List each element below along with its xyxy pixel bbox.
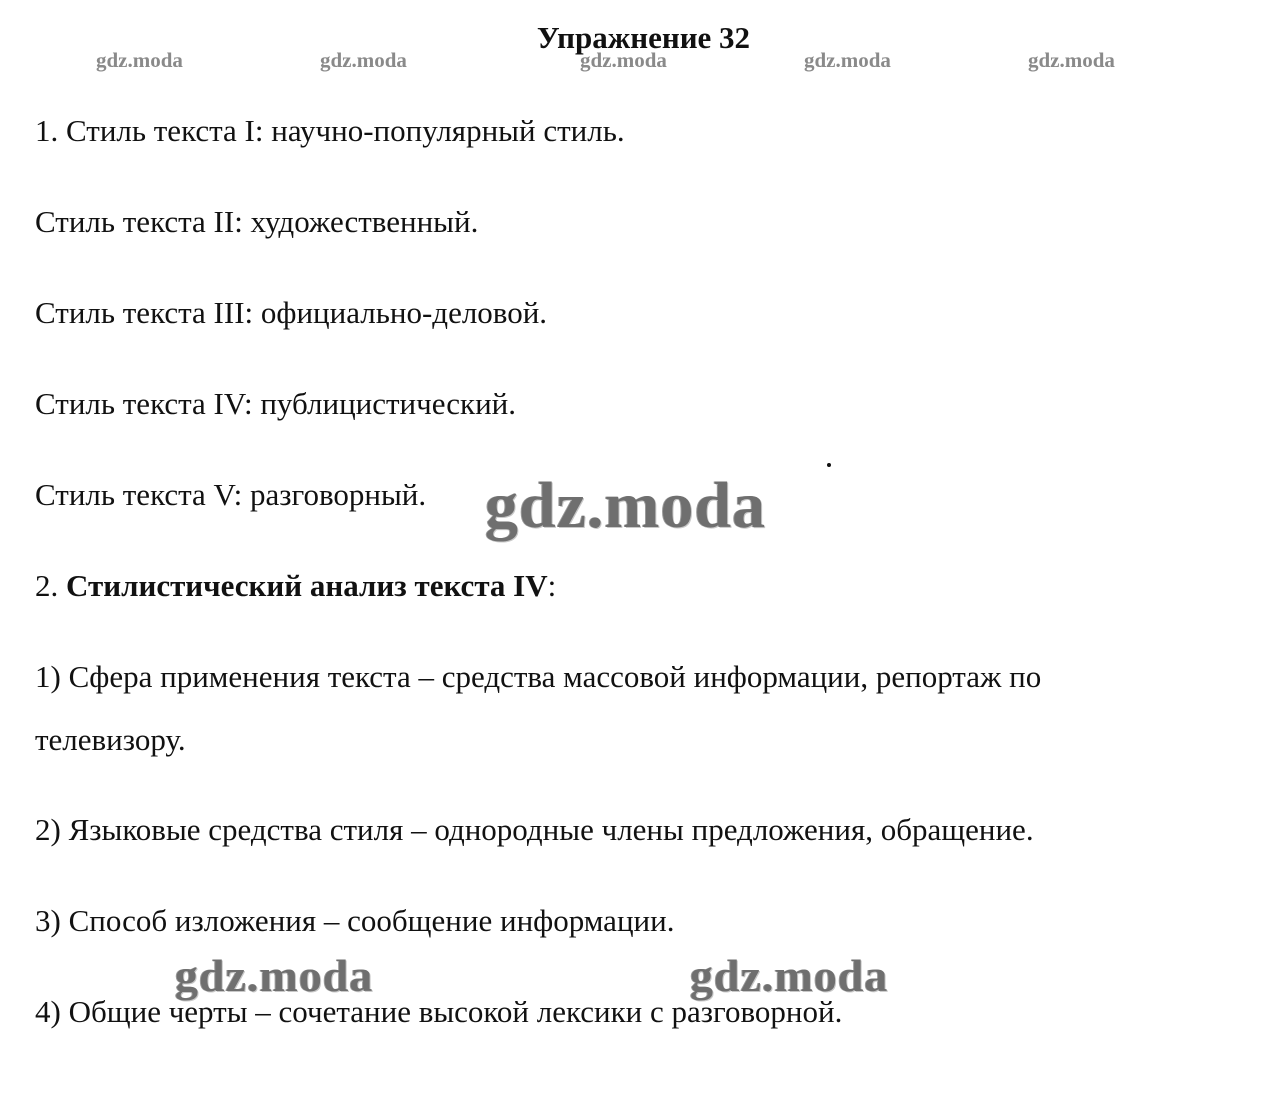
answer-style-5: Стиль текста V: разговорный.	[35, 477, 427, 512]
exercise-title: Упражнение 32	[536, 20, 751, 55]
watermark-header-2: gdz.moda	[320, 48, 407, 72]
watermark-header-4: gdz.moda	[804, 48, 891, 72]
ink-dot	[827, 463, 831, 467]
answer-style-3: Стиль текста III: официально-деловой.	[35, 295, 548, 330]
watermark-bottom-left: gdz.moda	[175, 950, 374, 1001]
analysis-item-3: 3) Способ изложения – сообщение информации.	[35, 903, 675, 938]
answer-style-4: Стиль текста IV: публицистический.	[35, 386, 517, 421]
watermark-center: gdz.moda	[485, 469, 767, 542]
answer-style-2: Стиль текста II: художественный.	[35, 204, 479, 239]
watermark-bottom-right: gdz.moda	[690, 950, 889, 1001]
section-2-number: 2.	[35, 568, 66, 603]
analysis-item-4: 4) Общие черты – сочетание высокой лексики с разговорной.	[35, 994, 843, 1029]
section-2-heading-line	[35, 566, 556, 606]
watermark-header-1: gdz.moda	[96, 48, 183, 72]
analysis-item-1-line-2: телевизору.	[35, 722, 186, 757]
watermark-header-5: gdz.moda	[1028, 48, 1115, 72]
section-2-colon: :	[547, 568, 557, 603]
answer-style-1: 1. Стиль текста I: научно-популярный стиль.	[35, 113, 625, 148]
analysis-item-1-line-1: 1) Сфера применения текста – средства массовой информации, репортаж по	[35, 659, 1042, 694]
analysis-item-2: 2) Языковые средства стиля – однородные члены предложения, обращение.	[35, 812, 1034, 847]
section-2-heading: Стилистический анализ текста IV	[66, 568, 548, 603]
watermark-header-3: gdz.moda	[580, 48, 667, 72]
